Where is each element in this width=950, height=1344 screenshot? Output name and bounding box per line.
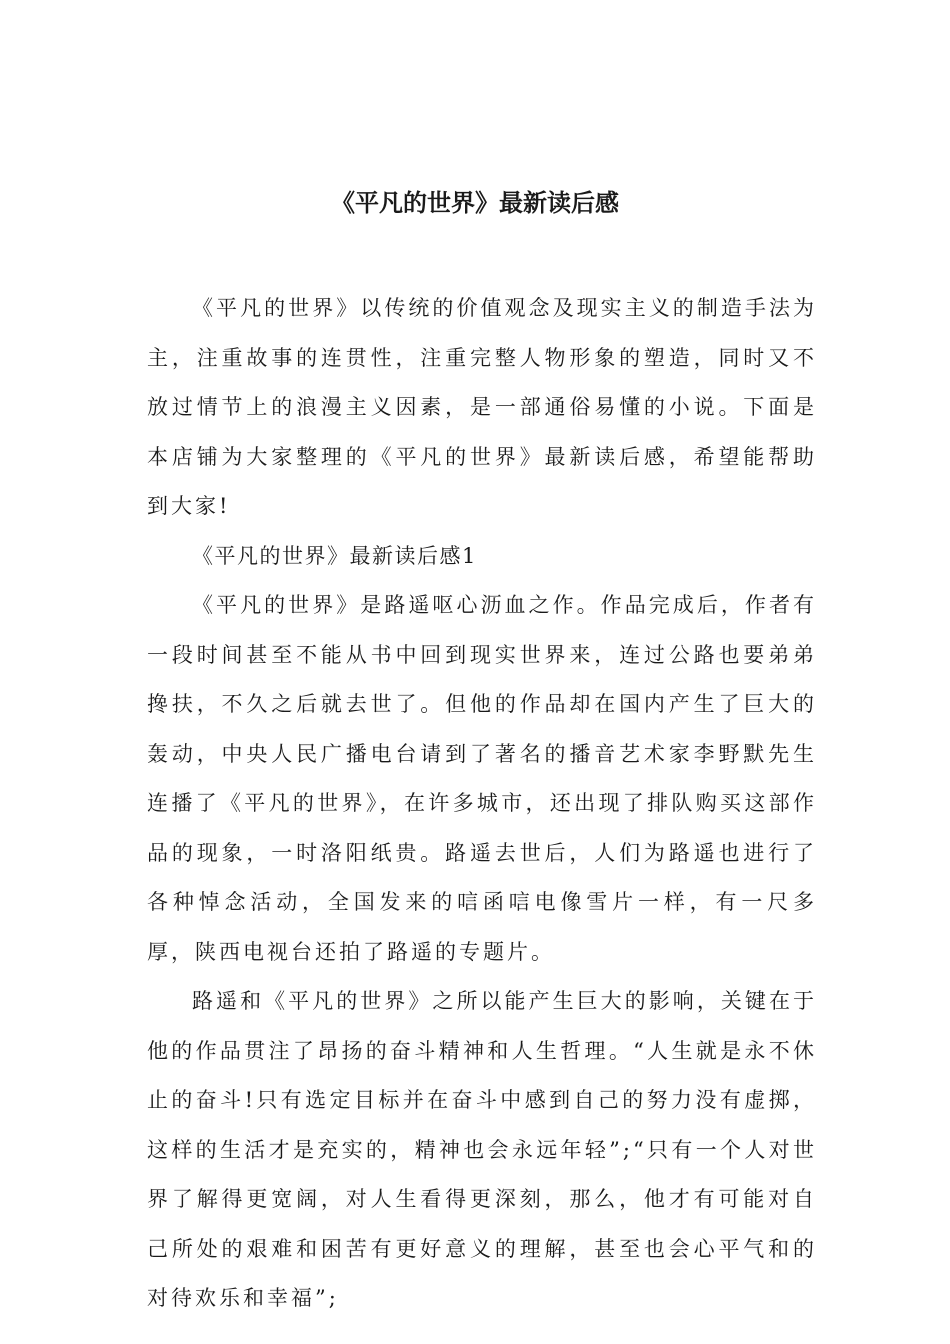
document-body [147, 284, 817, 1324]
intro-paragraph: 《平凡的世界》以传统的价值观念及现实主义的制造手法为主，注重故事的连贯性，注重完整人物形象的塑造，同时又不放过情节上的浪漫主义因素，是一部通俗易懂的小说。下面是本店铺为大家整理的《平凡的世界》最新读后感，希望能帮助到大家! [147, 296, 817, 518]
body-paragraph: 路遥和《平凡的世界》之所以能产生巨大的影响，关键在于他的作品贯注了昂扬的奋斗精神和人生哲理。“人生就是永不休止的奋斗!只有选定目标并在奋斗中感到自己的努力没有虚掷，这样的生活才是充实的，精神也会永远年轻”;“只有一个人对世界了解得更宽阔，对人生看得更深刻，那么，他才有可能对自己所处的艰难和困苦有更好意义的理解，甚至也会心平气和的对待欢乐和幸福”; [147, 989, 817, 1310]
document-title: 《平凡的世界》最新读后感 [331, 188, 619, 217]
section-heading: 《平凡的世界》最新读后感1 [192, 543, 477, 568]
body-paragraph: 《平凡的世界》是路遥呕心沥血之作。作品完成后，作者有一段时间甚至不能从书中回到现实世界来，连过公路也要弟弟搀扶，不久之后就去世了。但他的作品却在国内产生了巨大的轰动，中央人民广播电台请到了著名的播音艺术家李野默先生连播了《平凡的世界》，在许多城市，还出现了排队购买这部作品的现象，一时洛阳纸贵。路遥去世后，人们为路遥也进行了各种悼念活动，全国发来的唁函唁电像雪片一样，有一尺多厚，陕西电视台还拍了路遥的专题片。 [147, 593, 817, 964]
